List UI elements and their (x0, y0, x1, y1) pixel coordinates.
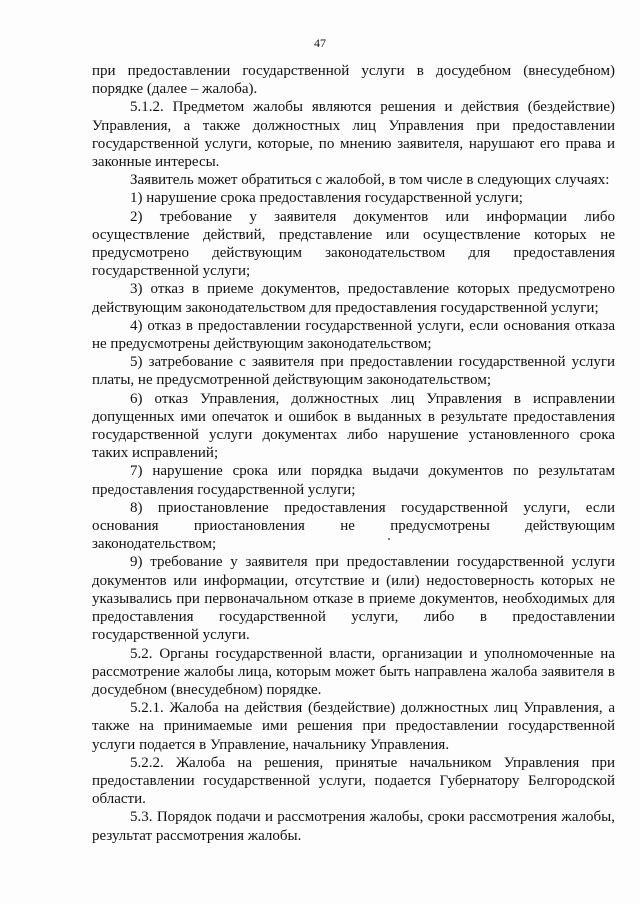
list-item-4: 4) отказ в предоставлении государственной услуги, если основания отказа не предусмотрены действующим законодательством; (92, 317, 615, 353)
list-item-6: 6) отказ Управления, должностных лиц Управления в исправлении допущенных ими опечаток и ошибок в выданных в результате предоставления государственной услуги документах либо нарушение установленного срока таких исправлений; (92, 390, 615, 462)
document-body (92, 62, 615, 845)
list-item-8: 8) приостановление предоставления государственной услуги, если основания приостановления не предусмотрены действующим законодательством; (92, 499, 615, 553)
paragraph-5-2-1: 5.2.1. Жалоба на действия (бездействие) должностных лиц Управления, а также на принимаемые ими решения при предоставлении государственной услуги подается в Управление, начальнику Управления. (92, 700, 615, 753)
paragraph-5-2: 5.2. Органы государственной власти, организации и уполномоченные на рассмотрение жалобы лица, которым может быть направлена жалоба заявителя в досудебном (внесудебном) порядке. (92, 645, 615, 698)
list-item-5: 5) затребование с заявителя при предоставлении государственной услуги платы, не предусмотренной действующим законодательством; (92, 354, 615, 389)
page-number: 47 (314, 36, 326, 50)
list-item-3: 3) отказ в приеме документов, предоставление которых предусмотрено действующим законодательством для предоставления государственной услуги; (92, 281, 615, 316)
paragraph-continuation: при предоставлении государственной услуги в досудебном (внесудебном) порядке (далее – жалоба). (92, 63, 615, 98)
paragraph-5-3: 5.3. Порядок подачи и рассмотрения жалобы, сроки рассмотрения жалобы, результат рассмотрения жалобы. (92, 809, 615, 844)
list-item-7: 7) нарушение срока или порядка выдачи документов по результатам предоставления государственной услуги; (92, 463, 615, 498)
list-item-1: 1) нарушение срока предоставления государственной услуги; (130, 190, 523, 207)
paragraph-5-1-2: 5.1.2. Предметом жалобы являются решения и действия (бездействие) Управления, а также должностных лиц Управления при предоставлении государственной услуги, которые, по мнению заявителя, нарушают его права и законные интересы. (92, 99, 615, 171)
paragraph-cases-intro: Заявитель может обратиться с жалобой, в том числе в следующих случаях: (130, 172, 610, 189)
list-item-9: 9) требование у заявителя при предоставлении государственной услуги документов или информации, отсутствие и (или) недостоверность которых не указывались при первоначальном отказе в приеме документов, необходимых для предоставления государственной услуги, либо в предоставлении государственной услуги. (92, 554, 615, 644)
list-item-2: 2) требование у заявителя документов или информации либо осуществление действий, представление или осуществление которых не предусмотрено действующим законодательством для предоставления государственной услуги; (92, 208, 615, 280)
scan-speck (388, 538, 390, 540)
paragraph-5-2-2: 5.2.2. Жалоба на решения, принятые начальником Управления при предоставлении государственной услуги, подается Губернатору Белгородской области. (92, 754, 615, 808)
